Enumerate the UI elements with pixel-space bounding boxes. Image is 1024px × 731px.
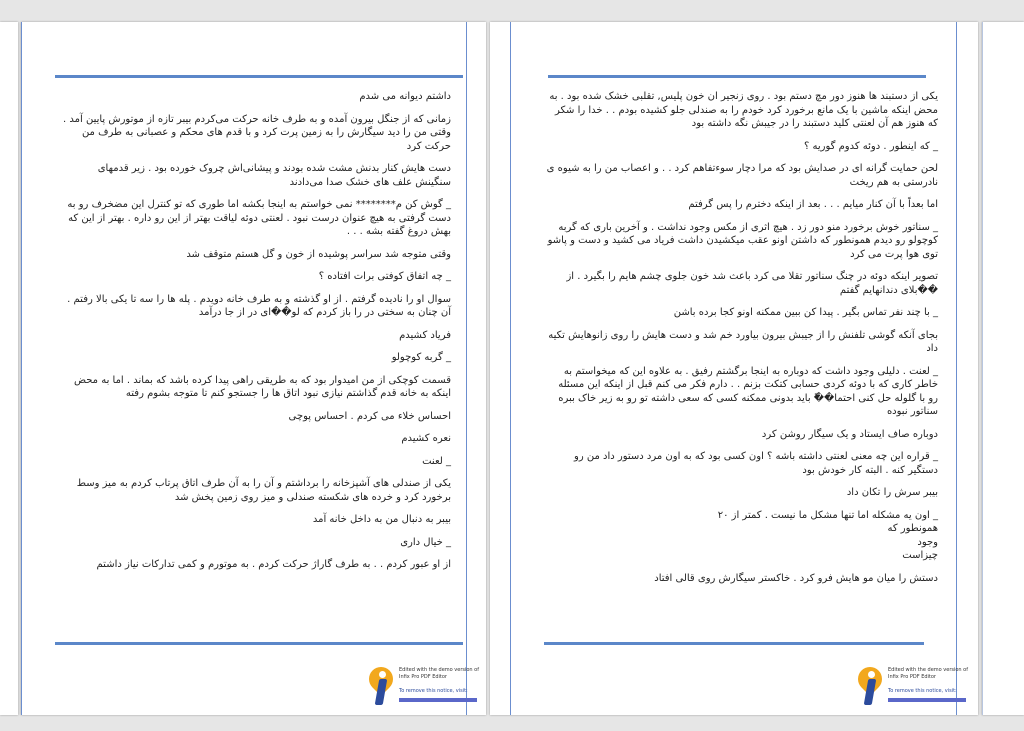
header-rule bbox=[548, 75, 926, 78]
infix-logo-icon bbox=[367, 665, 397, 705]
paragraph: _ گربه کوچولو bbox=[391, 352, 451, 363]
pdf-page-right[interactable] bbox=[490, 22, 978, 715]
paragraph: زمانی که از جنگل بیرون آمده و به طرف خانه حرکت می‌کردم بیبر تازه از موتورش پایین آمد . وقتی من را دید سیگارش را به زمین پرت کرد و با قدم های محکم و عصبانی به طرف من حرکت کرد bbox=[63, 113, 451, 152]
paragraph: دوباره صاف ایستاد و یک سیگار روشن کرد bbox=[761, 428, 938, 440]
paragraph: _ با چند نفر تماس بگیر . پیدا کن ببین ممکنه اونو کجا برده باشن bbox=[673, 307, 938, 318]
paragraph: لحن حمایت گرانه ای در صدایش بود که مرا دچار سوءتفاهم کرد . . و اعصاب من را به شیوه ی نادرستی به هم ریخت bbox=[546, 163, 938, 188]
header-rule bbox=[55, 75, 463, 78]
paragraph: دست هایش کنار بدنش مشت شده بودند و پیشانی‌اش چروک خورده بود . زیر قدمهای سنگینش علف های خشک صدا می‌دادند bbox=[97, 163, 451, 188]
page-margin-line-right bbox=[956, 22, 957, 715]
paragraph: یکی از صندلی های آشپزخانه را برداشتم و آن را به آن طرف اتاق پرتاب کردم به میز وسط برخورد کرد و خرده های شکسته صندلی و میز روی زمین پخش شد bbox=[76, 478, 451, 503]
paragraph: بیبر به دنبال من به داخل خانه آمد bbox=[312, 514, 451, 525]
page-margin-line bbox=[982, 22, 983, 715]
watermark-bar bbox=[399, 698, 477, 702]
paragraph: نعره کشیدم bbox=[401, 433, 451, 444]
page-margin-line-left bbox=[21, 22, 22, 715]
infix-watermark bbox=[367, 665, 482, 709]
footer-rule bbox=[544, 642, 924, 645]
pdf-page-left[interactable] bbox=[21, 22, 486, 715]
paragraph: وقتی متوجه شد سراسر پوشیده از خون و گل هستم متوقف شد bbox=[186, 248, 451, 260]
paragraph: _ لعنت bbox=[422, 455, 451, 467]
paragraph: _ خیال داری bbox=[400, 536, 451, 548]
paragraph: داشتم دیوانه می شدم bbox=[359, 91, 451, 102]
infix-watermark bbox=[856, 665, 974, 709]
paragraph: _ که اینطور . دوئه کدوم گوریه ؟ bbox=[804, 140, 938, 152]
page-left-text bbox=[63, 90, 451, 581]
watermark-line: Edited with the demo version of bbox=[888, 667, 969, 673]
infix-logo-icon bbox=[856, 665, 886, 705]
watermark-line: Edited with the demo version of bbox=[399, 667, 480, 673]
paragraph: اما بعداً با آن کنار میایم . . . بعد از اینکه دخترم را پس گرفتم bbox=[688, 199, 938, 210]
next-page-edge bbox=[982, 22, 1024, 715]
paragraph: بیبر سرش را تکان داد bbox=[846, 487, 938, 498]
paragraph: _ گوش کن م******** نمی خواستم به اینجا بکشه اما طوری که تو کنترل این مضخرف رو به دست گرفتی به هیچ عنوان درست نبود . لعنتی دوئه لیاقت بهتر از این رو داره . بهتر از این که بهش دروغ گفته بشه . . . bbox=[67, 199, 451, 237]
footer-rule bbox=[55, 642, 463, 645]
previous-page-edge bbox=[0, 22, 18, 715]
watermark-bar bbox=[888, 698, 966, 702]
watermark-line: Infix Pro PDF Editor bbox=[399, 673, 447, 680]
watermark-notice: To remove this notice, visit: bbox=[399, 688, 468, 694]
paragraph: _ سناتور خوش برخورد منو دور زد . هیچ اثری از مکس وجود نداشت . و آخرین باری که گربه کوچولو رو دیدم همونطور که داشتن اونو عقب میکشیدن داشت فریاد می کشید و دست و پاشو توی هوا پرت می کرد bbox=[547, 221, 938, 260]
page-margin-line-left bbox=[510, 22, 511, 715]
paragraph: بجای آنکه گوشی تلفنش را از جیبش بیرون بیاورد خم شد و دست هایش را روی زانوهایش تکیه داد bbox=[548, 329, 938, 354]
watermark-line: Infix Pro PDF Editor bbox=[888, 673, 936, 680]
paragraph: فریاد کشیدم bbox=[399, 329, 451, 341]
paragraph: از او عبور کردم . . به طرف گاراژ حرکت کردم . به موتورم و کمی تدارکات نیاز داشتم bbox=[96, 559, 451, 570]
paragraph: _ قراره این چه معنی لعنتی داشته باشه ؟ اون کسی بود که به اون مرد دستور داد من رو دستگیر کنه . البته کار خودش بود bbox=[574, 451, 938, 476]
page-margin-line-right bbox=[466, 22, 467, 715]
paragraph: احساس خلاء می کردم . احساس پوچی bbox=[288, 410, 451, 422]
paragraph: سوال او را نادیده گرفتم . از او گذشته و به طرف خانه دویدم . پله ها را سه تا یکی بالا رفتم . آن چنان به سختی در را باز کردم که لو��ای در از جا درآمد bbox=[67, 293, 451, 318]
paragraph: قسمت کوچکی از من امیدوار بود که به طریقی راهی پیدا کرده باشد که بماند . اما به محض اینکه به خانه قدم گذاشتم نیازی نبود اتاق ها را جستجو کنم تا متوجه بشوم رفته bbox=[73, 374, 451, 399]
page-right-text bbox=[546, 90, 938, 594]
paragraph: _ چه اتفاق کوفتی برات افتاده ؟ bbox=[318, 271, 451, 282]
paragraph: _ لعنت . دلیلی وجود داشت که دوباره به اینجا برگشتم رفیق . به علاوه این که میخواستم به خاطر کاری که با دوئه کردی حسابی کتکت بزنم . . دارم فکر می کنم قبل از اینکه این مسئله رو با گلوله حل کنی احتما��ً باید بدونی ممکنه کسی که سعی داشته تو رو به زیر خاک ببره سناتور نبوده bbox=[558, 365, 938, 417]
paragraph: تصویر اینکه دوئه در چنگ سناتور تقلا می کرد باعث شد خون جلوی چشم هایم را بگیرد . از ��بلای دندانهایم گفتم bbox=[566, 271, 938, 296]
paragraph: _ اون یه مشکله اما تنها مشکل ما نیست . کمتر از ۲۰ همونطور که وجود چیزاست bbox=[717, 509, 938, 561]
paragraph: دستش را میان مو هایش فرو کرد . خاکستر سیگارش روی قالی افتاد bbox=[654, 572, 938, 584]
watermark-notice: To remove this notice, visit: bbox=[888, 688, 957, 694]
paragraph: یکی از دستبند ها هنوز دور مچ دستم بود . روی زنجیر ان خون پلیس, تقلبی خشک شده بود . به محض اینکه ماشین با یک مانع برخورد کرد خودم را به صندلی جلو کشیده بودم . . خدا را شکر که هنوز هم آن لعنتی کلید دستبند را در جیبش نگه داشته بود bbox=[549, 91, 938, 129]
